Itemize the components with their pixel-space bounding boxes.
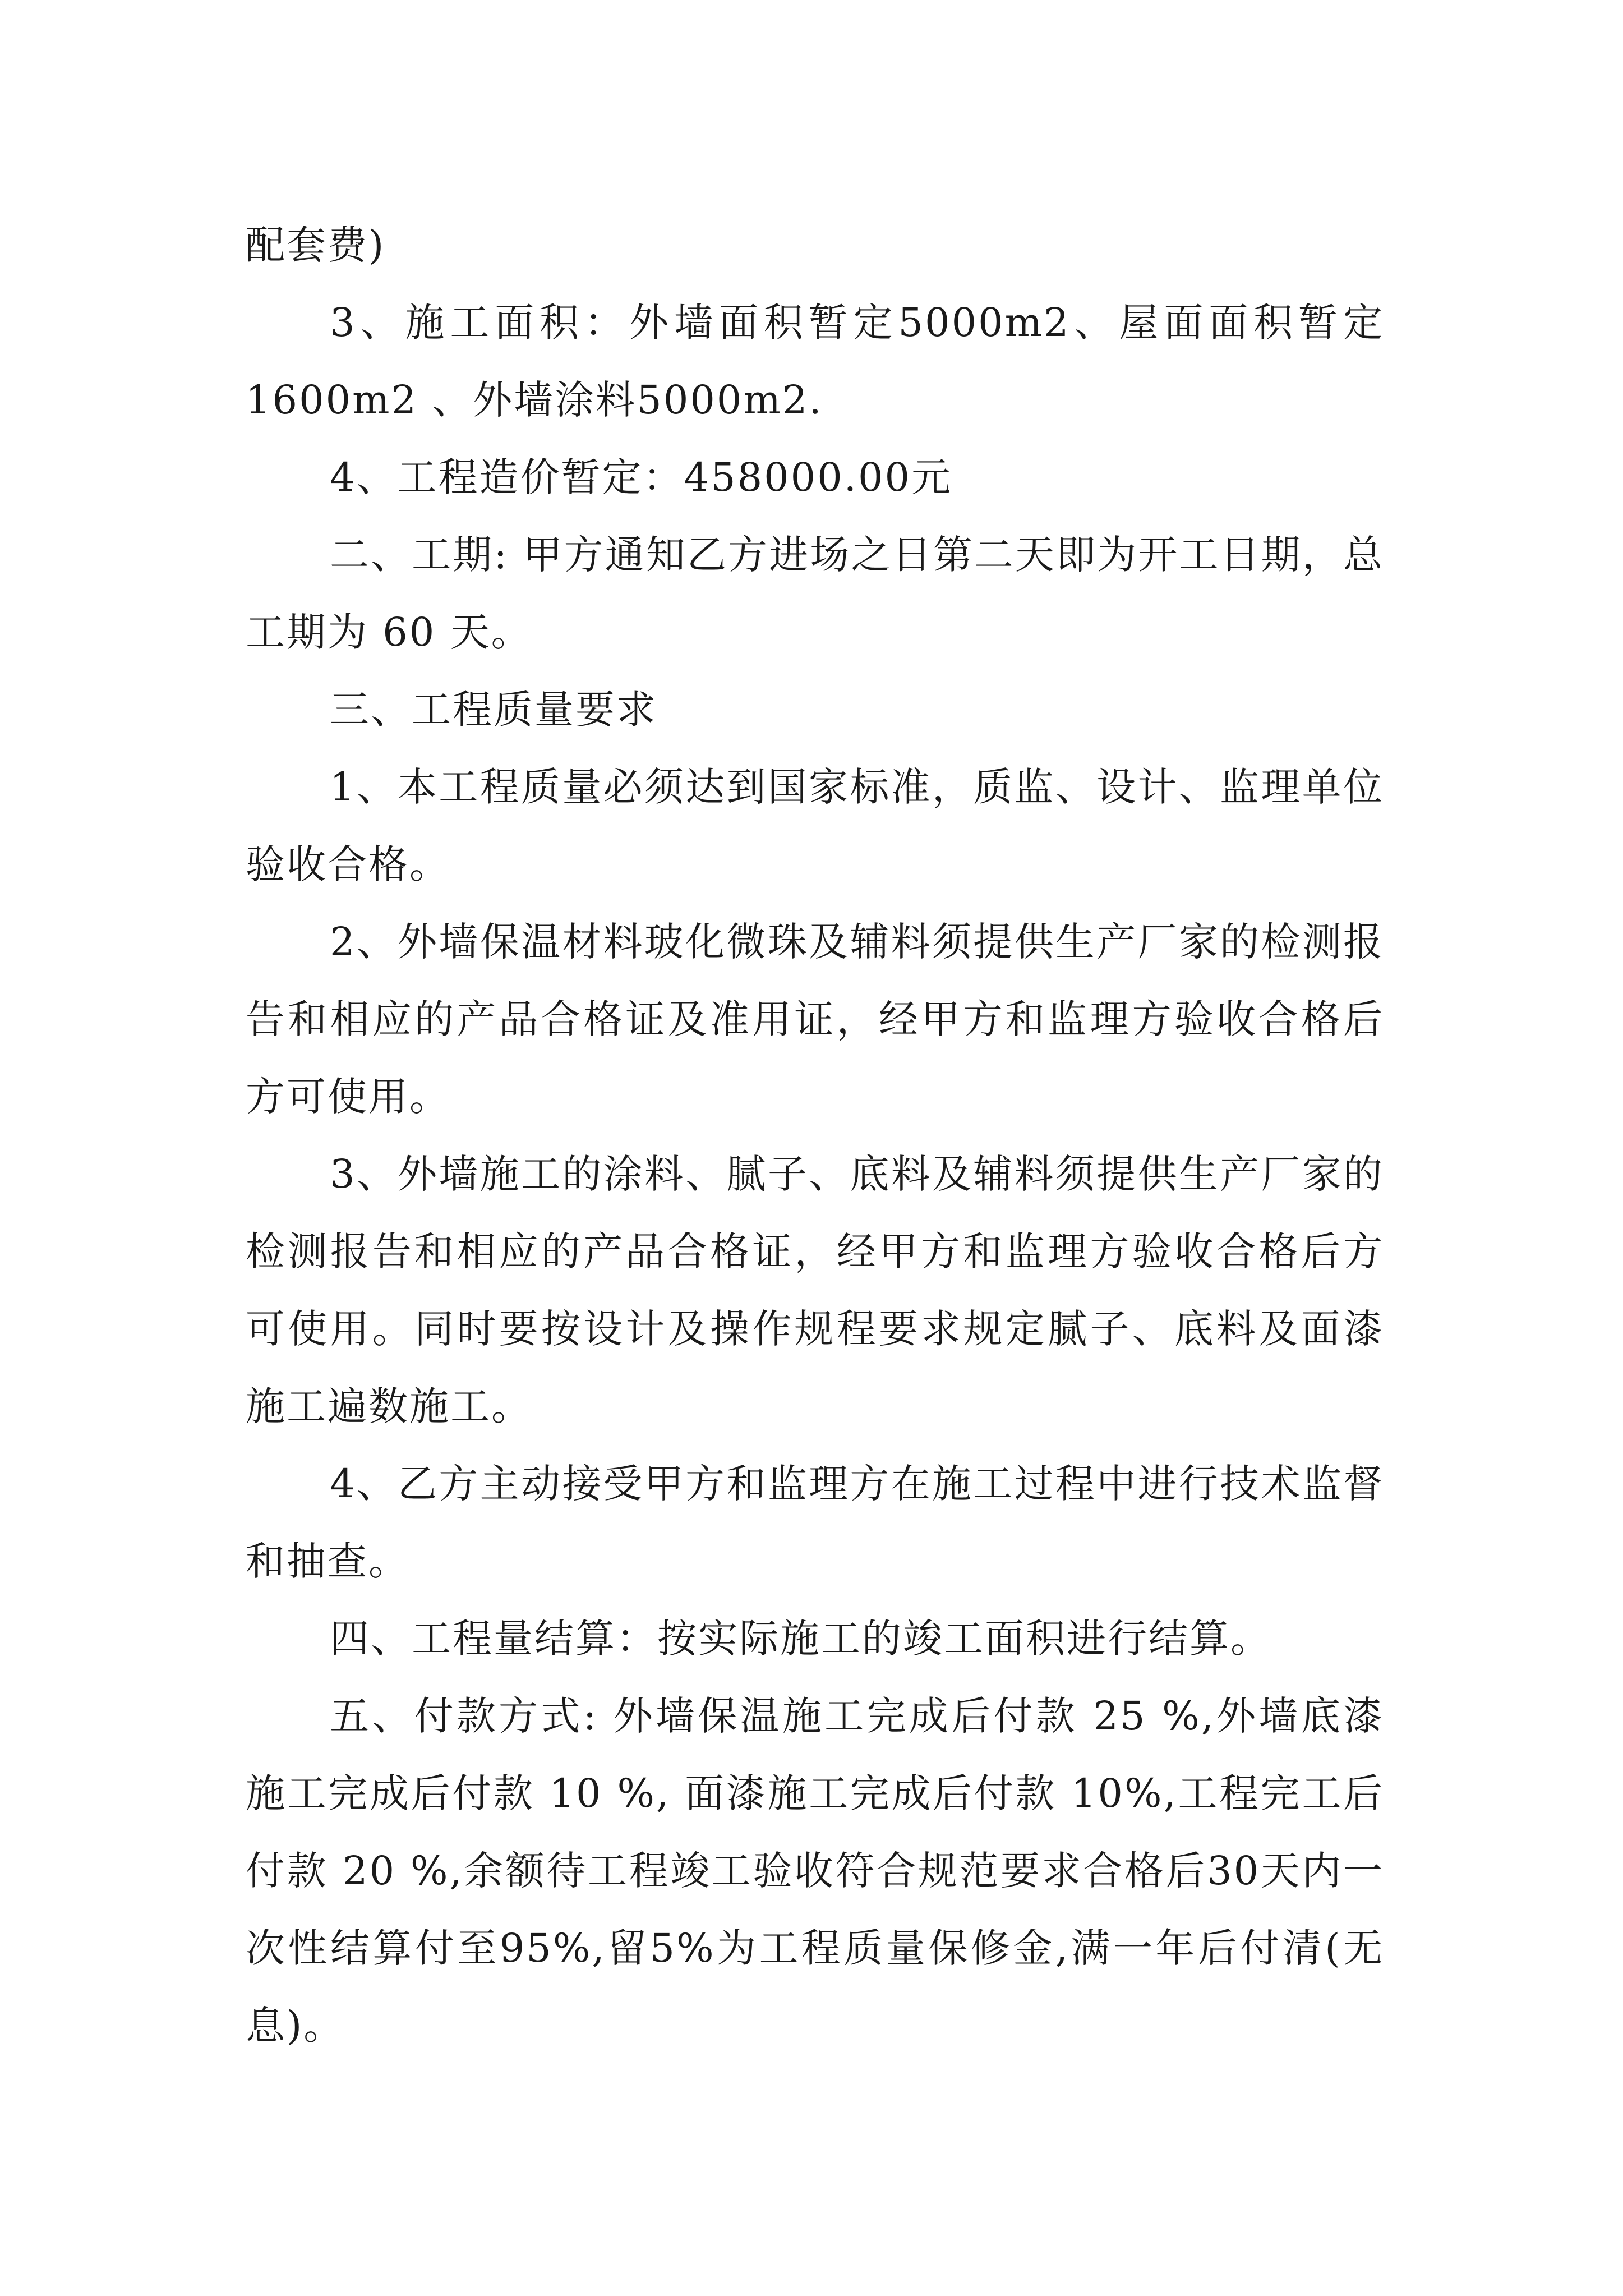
- section-heading-payment: 五、付款方式: 外墙保温施工完成后付款 25 %,外墙底漆施工完成后付款 10 %, 面漆施工完成后付款 10%,工程完工后付款 20 %,余额待工程竣工验收符合规范要求合格后30天内一次性结算付至95%,留5%为工程质量保修金,满一年后付清(无息)。: [246, 1693, 1384, 2049]
- section-heading-schedule: 二、工期: 甲方通知乙方进场之日第二天即为开工日期，总工期为 60 天。: [246, 532, 1384, 655]
- paragraph-quality-item-3: 3、外墙施工的涂料、腻子、底料及辅料须提供生产厂家的检测报告和相应的产品合格证，经甲方和监理方验收合格后方可使用。同时要按设计及操作规程要求规定腻子、底料及面漆施工遍数施工。: [246, 1151, 1384, 1429]
- section-heading-quality: 三、工程质量要求: [330, 687, 657, 733]
- paragraph-quality-item-4: 4、乙方主动接受甲方和监理方在施工过程中进行技术监督和抽查。: [246, 1461, 1384, 1584]
- paragraph-construction-area: 3、施工面积：外墙面积暂定5000m2、屋面面积暂定1600m2 、外墙涂料5000m2.: [246, 300, 1384, 423]
- paragraph-continuation: 配套费): [246, 222, 386, 268]
- paragraph-quality-item-1: 1、本工程质量必须达到国家标准，质监、设计、监理单位验收合格。: [246, 764, 1384, 887]
- document-body: [246, 206, 1384, 2064]
- paragraph-quality-item-2: 2、外墙保温材料玻化微珠及辅料须提供生产厂家的检测报告和相应的产品合格证及准用证，经甲方和监理方验收合格后方可使用。: [246, 919, 1384, 1120]
- paragraph-project-cost: 4、工程造价暂定：458000.00元: [330, 454, 953, 500]
- section-heading-settlement: 四、工程量结算：按实际施工的竣工面积进行结算。: [330, 1616, 1271, 1662]
